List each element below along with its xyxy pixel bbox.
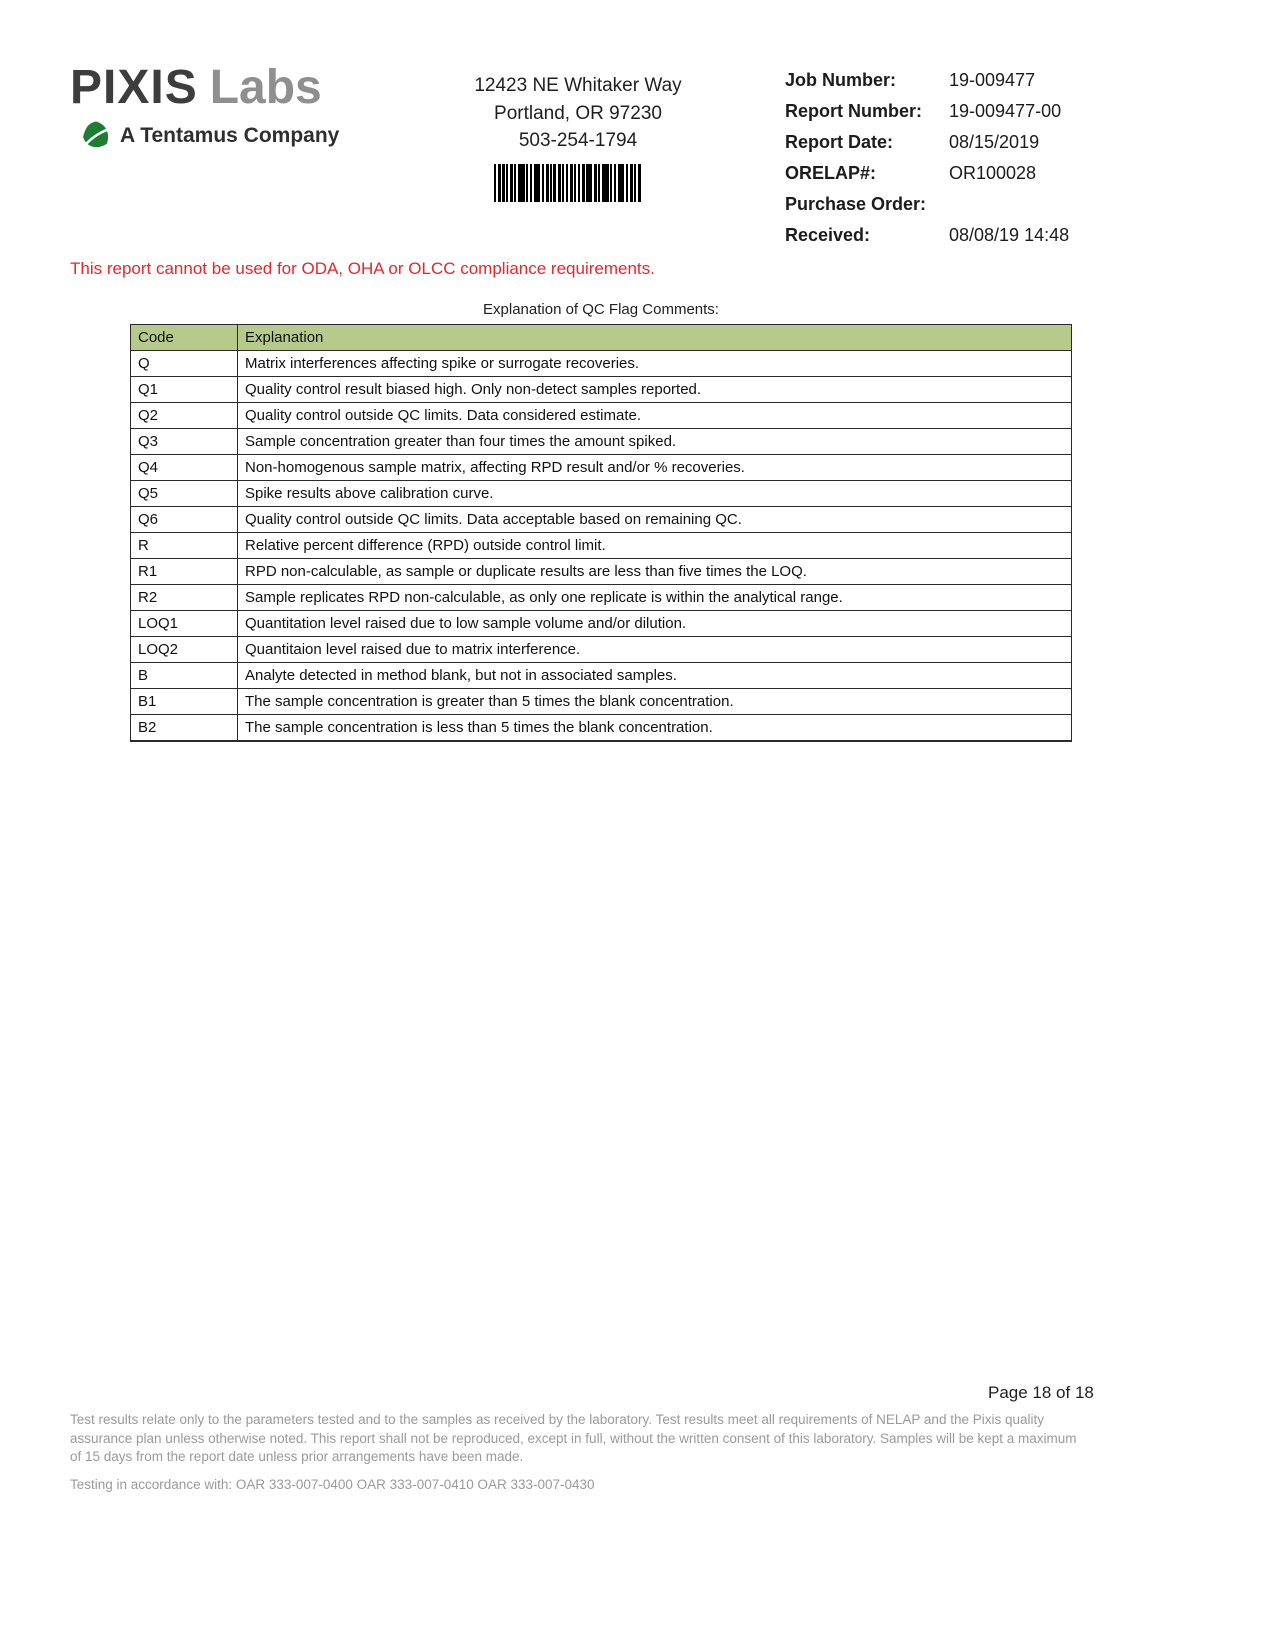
- qc-code-cell: R2: [131, 585, 238, 611]
- report-info: [785, 70, 1215, 256]
- qc-code-cell: Q3: [131, 429, 238, 455]
- qc-header-explanation: Explanation: [238, 325, 1072, 351]
- report-info-label: ORELAP#:: [785, 163, 877, 183]
- qc-explanation-cell: The sample concentration is greater than 5 times the blank concentration.: [238, 689, 1072, 715]
- table-row: [131, 507, 1072, 533]
- table-row: [131, 403, 1072, 429]
- report-info-row: [785, 101, 1215, 132]
- table-row: [131, 585, 1072, 611]
- report-info-row: [785, 163, 1215, 194]
- qc-table-head: [131, 325, 1072, 351]
- company-logo: [70, 60, 339, 153]
- report-info-value: 19-009477-00: [949, 101, 1062, 121]
- qc-explanation-cell: The sample concentration is less than 5 times the blank concentration.: [238, 715, 1072, 741]
- qc-header-code: Code: [131, 325, 238, 351]
- report-info-label: Received:: [785, 225, 871, 245]
- qc-code-cell: Q: [131, 351, 238, 377]
- report-info-value: 08/15/2019: [949, 132, 1040, 152]
- footer-disclaimer: Test results relate only to the parameters tested and to the samples as received by the laboratory. Test results meet all requirements of NELAP and the Pixis quality assurance plan unless otherwise noted. This report shall not be reproduced, except in full, without the written consent of this laboratory. Samples will be kept a maximum of 15 days from the report date unless prior arrangements have been made.: [70, 1412, 1077, 1465]
- qc-explanation-cell: Quality control result biased high. Only non-detect samples reported.: [238, 377, 1072, 403]
- footer-testing-accordance: Testing in accordance with: OAR 333-007-0400 OAR 333-007-0410 OAR 333-007-0430: [70, 1477, 595, 1492]
- qc-code-cell: Q6: [131, 507, 238, 533]
- qc-explanation-cell: Non-homogenous sample matrix, affecting RPD result and/or % recoveries.: [238, 455, 1072, 481]
- report-info-label: Report Number:: [785, 101, 923, 121]
- report-info-value: 08/08/19 14:48: [949, 225, 1070, 245]
- qc-flag-table: [130, 324, 1072, 742]
- leaf-icon: [78, 119, 112, 153]
- report-info-label: Report Date:: [785, 132, 894, 152]
- page-number: Page 18 of 18: [988, 1383, 1094, 1402]
- table-row: [131, 715, 1072, 741]
- qc-explanation-cell: Relative percent difference (RPD) outside control limit.: [238, 533, 1072, 559]
- compliance-notice: This report cannot be used for ODA, OHA or OLCC compliance requirements.: [70, 259, 655, 278]
- qc-table-title: Explanation of QC Flag Comments:: [483, 301, 719, 318]
- qc-table-body: [131, 351, 1072, 741]
- qc-explanation-cell: Quantitaion level raised due to matrix interference.: [238, 637, 1072, 663]
- report-info-row: [785, 225, 1215, 256]
- table-row: [131, 377, 1072, 403]
- qc-code-cell: B1: [131, 689, 238, 715]
- table-row: [131, 481, 1072, 507]
- company-tagline: A Tentamus Company: [120, 124, 340, 147]
- qc-code-cell: B2: [131, 715, 238, 741]
- brand-name: PIXIS: [70, 61, 198, 114]
- qc-code-cell: LOQ1: [131, 611, 238, 637]
- qc-code-cell: Q5: [131, 481, 238, 507]
- report-info-row: [785, 132, 1215, 163]
- brand-line: [70, 60, 339, 115]
- tagline-line: [78, 119, 339, 153]
- qc-code-cell: Q4: [131, 455, 238, 481]
- report-info-label: Job Number:: [785, 70, 897, 90]
- table-row: [131, 689, 1072, 715]
- qc-code-cell: Q2: [131, 403, 238, 429]
- report-info-value: OR100028: [949, 163, 1037, 183]
- qc-code-cell: R: [131, 533, 238, 559]
- address-line-3: 503-254-1794: [518, 130, 638, 152]
- qc-explanation-cell: Quantitation level raised due to low sample volume and/or dilution.: [238, 611, 1072, 637]
- lab-address: [418, 72, 738, 155]
- report-info-row: [785, 70, 1215, 101]
- qc-code-cell: Q1: [131, 377, 238, 403]
- qc-explanation-cell: Matrix interferences affecting spike or surrogate recoveries.: [238, 351, 1072, 377]
- table-row: [131, 351, 1072, 377]
- report-info-value: 19-009477: [949, 70, 1036, 90]
- qc-explanation-cell: Quality control outside QC limits. Data acceptable based on remaining QC.: [238, 507, 1072, 533]
- table-row: [131, 455, 1072, 481]
- qc-explanation-cell: Quality control outside QC limits. Data considered estimate.: [238, 403, 1072, 429]
- qc-code-cell: LOQ2: [131, 637, 238, 663]
- qc-explanation-cell: Spike results above calibration curve.: [238, 481, 1072, 507]
- report-info-row: [785, 194, 1215, 225]
- table-row: [131, 533, 1072, 559]
- qc-code-cell: R1: [131, 559, 238, 585]
- address-line-1: 12423 NE Whitaker Way: [474, 75, 682, 96]
- qc-header-row: [131, 325, 1072, 351]
- table-row: [131, 611, 1072, 637]
- qc-explanation-cell: Sample replicates RPD non-calculable, as only one replicate is within the analytical range.: [238, 585, 1072, 611]
- qc-explanation-cell: RPD non-calculable, as sample or duplicate results are less than five times the LOQ.: [238, 559, 1072, 585]
- table-row: [131, 637, 1072, 663]
- address-line-2: Portland, OR 97230: [494, 102, 662, 124]
- table-row: [131, 559, 1072, 585]
- table-row: [131, 663, 1072, 689]
- qc-flag-section: [130, 301, 1072, 742]
- qc-explanation-cell: Sample concentration greater than four times the amount spiked.: [238, 429, 1072, 455]
- qc-code-cell: B: [131, 663, 238, 689]
- barcode: [494, 164, 642, 202]
- brand-suffix: Labs: [209, 61, 322, 114]
- table-row: [131, 429, 1072, 455]
- report-info-label: Purchase Order:: [785, 194, 927, 214]
- qc-explanation-cell: Analyte detected in method blank, but not in associated samples.: [238, 663, 1072, 689]
